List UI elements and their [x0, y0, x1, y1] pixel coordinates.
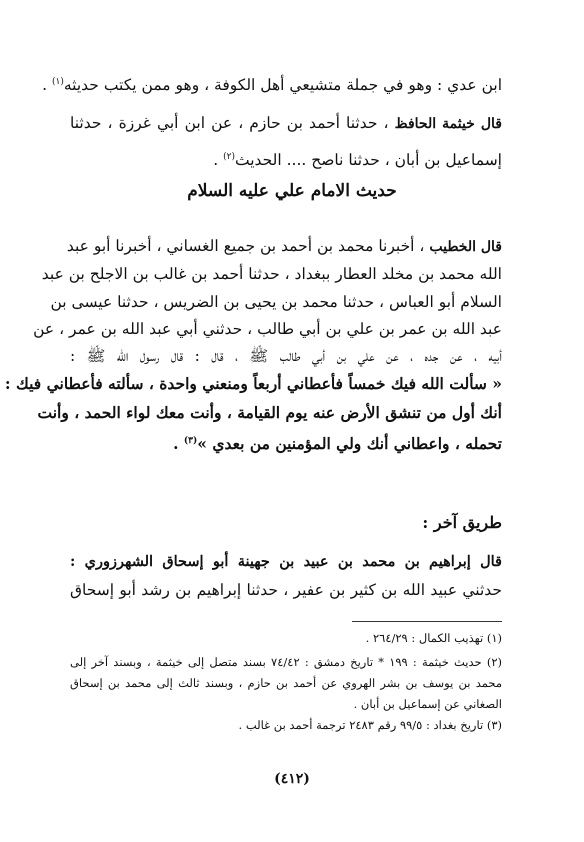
footnote-2-line-1: (٢) حديث خيثمة : ١٩٩ * تاريخ دمشق : ٧٤/٤٢ بسند متصل إلى خيثمة ، وبسند آخر إلى [70, 655, 502, 669]
body-line-6: السلام أبو العباس ، حدثنا محمد بن يحيى بن الضريس ، حدثنا عيسى بن [50, 293, 502, 311]
footnote-ref-1: (١) [52, 77, 64, 87]
body-line-8: أبيه ، عن جده ، عن علي بن أبي طالب ﷺ ، قال : قال رسول الله ﷺ : [70, 347, 502, 365]
body-line-2: قال خيثمة الحافظ ، حدثنا أحمد بن حازم ، عن ابن أبي غرزة ، حدثنا [70, 114, 502, 132]
hadith-line-2: أنك أول من تنشق الأرض عنه يوم القيامة ، وأنت معك لواء الحمد ، وأنت [37, 403, 502, 422]
footnote-1: (١) تهذيب الكمال : ٢٦٤/٢٩ . [365, 631, 502, 645]
footnote-2-line-2: محمد بن يوسف بن بشر الهروي عن أحمد بن حازم ، وبسند ثالث إلى محمد بن إسحاق [70, 676, 502, 690]
hadith-line-3: تحمله ، واعطاني أنك ولي المؤمنين من بعدي »$^{(٣)}$ . [173, 434, 502, 454]
body-line-3: إسماعيل بن أبان ، حدثنا ناصح .... الحديث$^{(٢)}$ . [213, 151, 502, 170]
body-line-7: عبد الله بن عمر بن علي بن أبي طالب ، حدثني أبي عبد الله بن عمر ، عن [33, 320, 502, 338]
narrator-keyword: قال خيثمة الحافظ [394, 116, 502, 132]
footnote-2-line-3: الصغاني عن إسماعيل بن أبان . [353, 697, 502, 711]
footnote-3: (٣) تاريخ بغداد : ٩٩/٥ رقم ٢٤٨٣ ترجمة أحمد بن غالب . [238, 718, 502, 732]
body-line-1: ابن عدي : وهو في جملة متشيعي أهل الكوفة ، وهو ممن يكتب حديثه$^{(١)}$ . [42, 76, 502, 95]
narrator-keyword: قال الخطيب [429, 239, 502, 255]
body-line-5: الله محمد بن مخلد العطار ببغداد ، حدثنا أحمد بن غالب بن الاجلح بن عبد [41, 265, 502, 283]
footnote-ref-3: (٣) [183, 436, 198, 446]
body-line-12: قال إبراهيم بن محمد بن عبيد بن جهينة أبو إسحاق الشهرزوري : [70, 553, 502, 570]
body-line-4: قال الخطيب ، أخبرنا محمد بن أحمد بن جميع الغساني ، أخبرنا أبو عبد [66, 237, 502, 255]
page-number: (٤١٢) [274, 771, 310, 787]
subheading: طريق آخر : [422, 513, 502, 532]
section-heading: حديث الامام علي عليه السلام [187, 181, 397, 201]
body-line-13: حدثني عبيد الله بن كثير بن عفير ، حدثنا إبراهيم بن رشد أبو إسحاق [70, 581, 502, 599]
footnote-ref-2: (٢) [223, 152, 235, 162]
footnote-divider [352, 621, 502, 622]
hadith-line-1: « سألت الله فيك خمساً فأعطاني أربعاً ومنعني واحدة ، سألته فأعطاني فيك : [4, 374, 502, 393]
